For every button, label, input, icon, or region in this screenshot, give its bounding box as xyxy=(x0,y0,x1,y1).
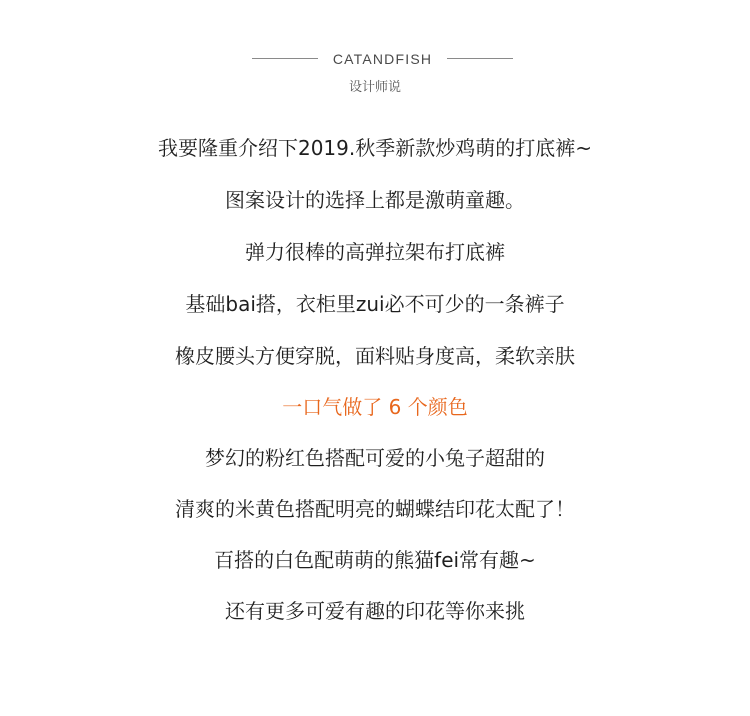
description-line: 橡皮腰头方便穿脱，面料贴身度高，柔软亲肤 xyxy=(175,344,575,368)
divider-left xyxy=(252,58,318,59)
description-line: 我要隆重介绍下2019.秋季新款炒鸡萌的打底裤~ xyxy=(157,136,592,160)
description-line: 基础bai搭，衣柜里zui必不可少的一条裤子 xyxy=(185,292,565,316)
designer-says-label: 设计师说 xyxy=(348,80,401,95)
brand-header xyxy=(0,48,750,70)
description-line: 清爽的米黄色搭配明亮的蝴蝶结印花太配了！ xyxy=(175,497,575,521)
description-line: 图案设计的选择上都是激萌童趣。 xyxy=(225,188,525,212)
description-line: 弹力很棒的高弹拉架布打底裤 xyxy=(245,240,505,264)
description-line: 还有更多可爱有趣的印花等你来挑 xyxy=(225,599,525,623)
description-line: 梦幻的粉红色搭配可爱的小兔子超甜的 xyxy=(205,446,545,470)
brand-name: CATANDFISH xyxy=(332,51,433,67)
divider-right xyxy=(447,58,513,59)
highlight-line: 一口气做了 6 个颜色 xyxy=(282,395,468,419)
description-line: 百搭的白色配萌萌的熊猫fei常有趣~ xyxy=(214,548,536,572)
